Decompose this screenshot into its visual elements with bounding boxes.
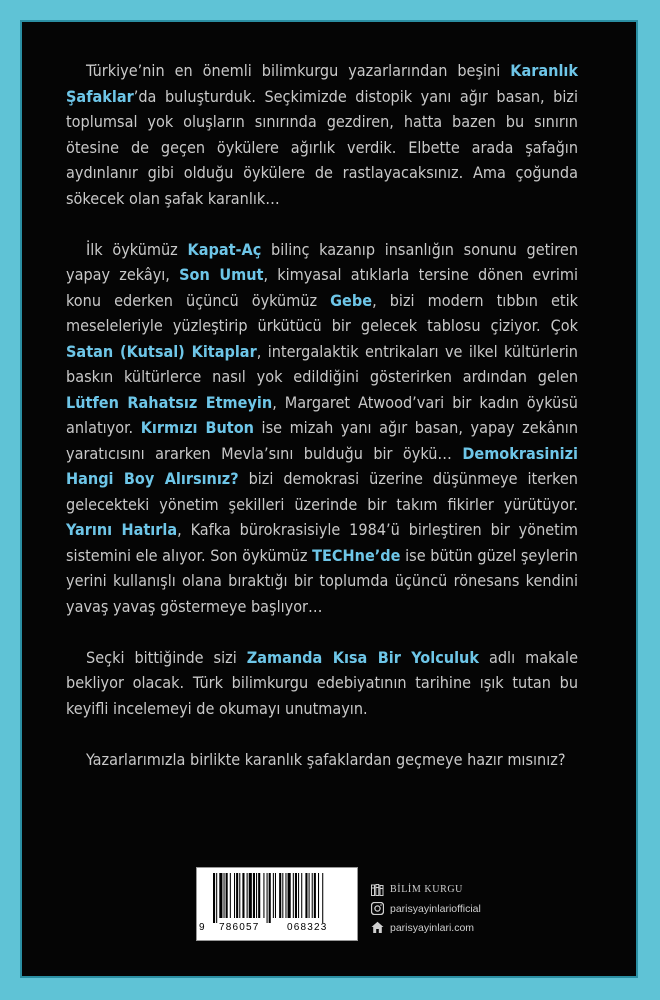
paragraph-text: ’da buluşturduk. Seçkimizde distopik yanı ağır basan, bizi toplumsal yok oluşların sınırında gezdiren, hatta bazen bu sınırın ötesine de geçen öykülere ağırlık verdik. Elbette arada şafağın aydınlanır gibi olduğu öykülere de rastlayacaksınız. Ama çoğunda sökecek olan şafak karanlık… — [66, 86, 578, 208]
category-row — [371, 880, 481, 899]
category-label: BİLİM KURGU — [390, 884, 463, 895]
barcode-bar — [216, 873, 217, 923]
paragraph-text: ise bütün güzel şeylerin yerini kullanışlı olana bıraktığı bir toplumda üçüncü rönesans kendini yavaş yavaş göstermeye başlıyor… — [66, 545, 578, 616]
website-url[interactable]: parisyayinlari.com — [390, 921, 475, 934]
barcode-bar — [305, 873, 307, 918]
barcode-bar — [242, 873, 244, 918]
barcode-bar — [275, 873, 276, 918]
barcode-bar — [226, 873, 228, 918]
blurb-paragraph — [66, 747, 578, 773]
barcode-bar — [312, 873, 313, 918]
isbn-group-1: 786057 — [219, 922, 260, 933]
barcode-bar — [224, 873, 225, 918]
barcode-bar — [282, 873, 283, 918]
barcode-bar — [239, 873, 240, 918]
barcode-bar — [273, 873, 274, 918]
barcode-bar — [263, 873, 264, 918]
blurb-paragraph — [66, 58, 578, 211]
barcode-bars — [203, 873, 351, 923]
barcode-bar — [230, 873, 231, 918]
barcode-bar — [249, 873, 252, 918]
story-title: Gebe — [330, 290, 373, 310]
barcode-bar — [322, 873, 323, 923]
paragraph-text: ise mizah yanı ağır basan, yapay zekânın yaratıcısını ararken Mevla’sını bulduğu bir öykü… — [66, 418, 578, 463]
barcode-bar — [258, 873, 260, 918]
home-icon — [371, 921, 384, 934]
barcode-bar — [293, 873, 294, 918]
barcode-bar — [285, 873, 286, 918]
blurb-paragraph — [66, 645, 578, 722]
paragraph-text: , intergalaktik entrikaları ve ilkel kültürlerin baskın kültürlerce nasıl yok edildiğini gösterirken ardından gelen — [66, 341, 578, 386]
barcode-bar — [219, 873, 222, 918]
isbn-first-digit: 9 — [199, 922, 206, 933]
barcode-bar — [256, 873, 257, 918]
instagram-handle[interactable]: parisyayinlariofficial — [390, 902, 481, 915]
publisher-info — [371, 880, 481, 937]
paragraph-text: bizi demokrasi üzerine düşünmeye iterken gelecekteki yönetim şekilleri üzerinde bir takım fikirler yürütüyor. — [66, 469, 578, 514]
barcode — [196, 867, 358, 941]
paragraph-text: , bizi modern tıbbın etik meseleleriyle yüzleştirip ürkütücü bir gelecek tablosu çiziyor. Çok — [66, 290, 578, 335]
paragraph-text: , Kafka bürokrasisiyle 1984’ü birleştiren bir yönetim sistemini ele alıyor. Son öykümüz — [66, 520, 578, 565]
story-title: Kırmızı Buton — [140, 418, 254, 437]
paragraph-text: bilinç kazanıp insanlığın sonunu getiren yapay zekâyı, — [66, 239, 578, 284]
blurb-text — [66, 58, 578, 798]
story-title: Karanlık Şafaklar — [66, 61, 578, 106]
story-title: Yarını Hatırla — [66, 520, 178, 539]
paragraph-text: İlk öykümüz — [86, 239, 188, 259]
instagram-row — [371, 899, 481, 918]
barcode-bar — [269, 873, 271, 923]
barcode-bar — [309, 873, 310, 918]
barcode-bar — [236, 873, 238, 918]
barcode-bar — [295, 873, 297, 918]
paragraph-text: , kimyasal atıklarla tersine dönen evrimi konu ederken üçüncü öykümüz — [66, 265, 578, 310]
barcode-bar — [314, 873, 316, 918]
barcode-bar — [301, 873, 302, 918]
barcode-bar — [234, 873, 235, 918]
barcode-bar — [253, 873, 255, 918]
barcode-bar — [267, 873, 268, 923]
story-title: Satan (Kutsal) Kitaplar — [66, 341, 257, 361]
story-title: Lütfen Rahatsız Etmeyin — [66, 392, 273, 412]
barcode-bar — [318, 873, 319, 918]
website-row — [371, 918, 481, 937]
paragraph-text: Seçki bittiğinde sizi — [86, 647, 247, 667]
barcode-bar — [213, 873, 215, 923]
books-icon — [371, 884, 384, 896]
story-title: Son Umut — [179, 265, 264, 284]
paragraph-text: , Margaret Atwood’vari bir kadın öyküsü anlatıyor. — [66, 392, 578, 437]
paragraph-text: adlı makale bekliyor olacak. Türk bilimkurgu edebiyatının tarihine ışık tutan bu keyifli incelemeyi de okumayı unutmayın. — [66, 647, 578, 718]
paragraph-text: Türkiye’nin en önemli bilimkurgu yazarlarından beşini — [86, 61, 511, 80]
barcode-bar — [298, 873, 299, 918]
story-title: Kapat-Aç — [187, 239, 262, 259]
story-title: Zamanda Kısa Bir Yolculuk — [246, 647, 479, 667]
blurb-paragraph — [66, 237, 578, 620]
barcode-bar — [247, 873, 248, 918]
isbn-group-2: 068323 — [287, 922, 328, 933]
story-title: TECHne’de — [312, 545, 401, 565]
story-title: Demokrasinizi Hangi Boy Alırsınız? — [66, 443, 578, 488]
instagram-icon — [371, 902, 384, 915]
barcode-bar — [279, 873, 281, 918]
paragraph-text: Yazarlarımızla birlikte karanlık şafaklardan geçmeye hazır mısınız? — [86, 749, 566, 769]
barcode-bar — [288, 873, 291, 918]
